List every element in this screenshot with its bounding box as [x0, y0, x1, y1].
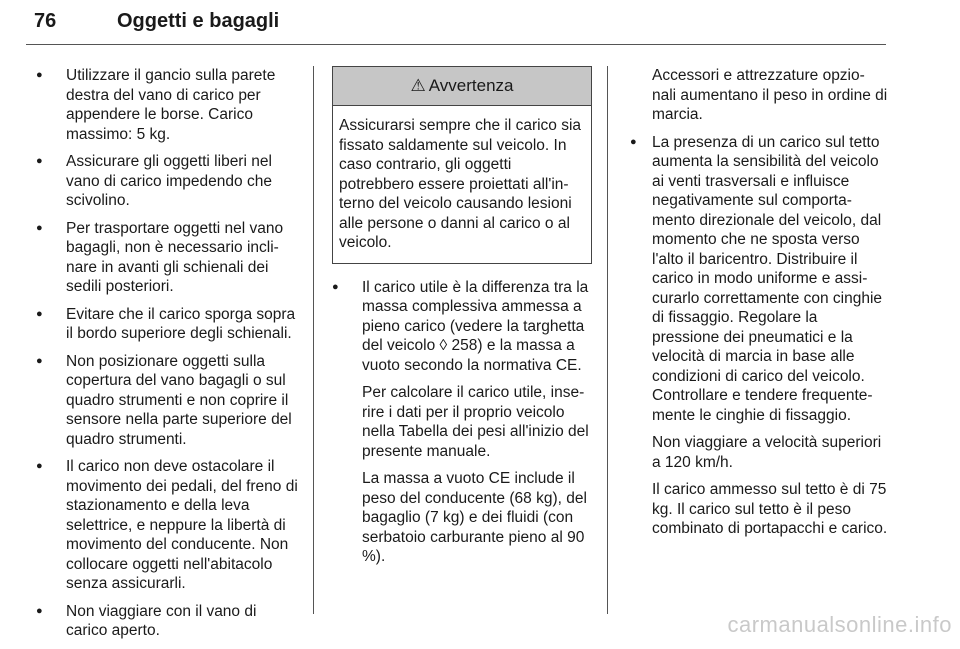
paragraph-text: La presenza di un carico sul tetto aumenta la sensibilità del veicolo ai venti trasversali e influisce negativamente sul comporta-mento direzionale del veicolo, dal momento che ne sposta verso l'alto il baricentro. Distribuire il carico in modo uniforme e assi-curarlo correttamente con cinghie di fissaggio. Regolare la pressione dei pneumatici e la velocità di marcia in base alle condizioni di carico del veicolo. Controllare e tendere frequente-mente le cinghie di fissaggio.: [652, 133, 883, 424]
column-left: [36, 66, 298, 649]
page-reference-icon: ◊: [439, 337, 448, 354]
warning-text: Assicurarsi sempre che il carico sia fissato saldamente sul veicolo. In caso contrario, gli oggetti potrebbero essere proiettati all'in-terno del veicolo causando lesioni alle persone o danni al carico o al veicolo.: [339, 117, 582, 251]
paragraph: Non viaggiare a velocità superiori a 120 km/h.: [652, 434, 882, 471]
column-divider: [607, 66, 608, 614]
warning-triangle-icon: ⚠: [410, 76, 426, 96]
paragraph-text: Il carico utile è la differenza tra la massa complessiva ammessa a pieno carico (vedere la targhetta del veicolo: [362, 278, 589, 354]
bullet-list: [332, 278, 592, 567]
list-item: [332, 278, 592, 567]
list-item: ● Non posizionare oggetti sulla copertura del vano bagagli o sul quadro strumenti e non coprire il sensore nella parte superiore del quadro strumenti.: [36, 352, 298, 450]
warning-header: [333, 67, 591, 106]
column-divider: [313, 66, 314, 614]
list-item: ● Evitare che il carico sporga sopra il bordo superiore degli schienali.: [36, 305, 298, 344]
list-item: [630, 133, 888, 539]
page-number: 76: [34, 10, 57, 32]
column-right: [630, 66, 888, 547]
bullet-list: [36, 66, 298, 641]
warning-title: Avvertenza: [428, 76, 514, 96]
list-item: ● Assicurare gli oggetti liberi nel vano di carico impedendo che scivolino.: [36, 152, 298, 211]
list-item: ● Non viaggiare con il vano di carico aperto.: [36, 602, 298, 641]
bullet-list: [630, 133, 888, 539]
list-item: ● Utilizzare il gancio sulla parete destra del vano di carico per appendere le borse. Carico massimo: 5 kg.: [36, 66, 298, 144]
paragraph: Accessori e attrezzature opzio-nali aumentano il peso in ordine di marcia.: [652, 67, 888, 123]
paragraph: Il carico ammesso sul tetto è di 75 kg. Il carico sul tetto è il peso combinato di portapacchi e carico.: [652, 481, 888, 537]
list-item: ● Il carico non deve ostacolare il movimento dei pedali, del freno di stazionamento e della leva selettrice, e neppure la libertà di movimento del conducente. Non collocare oggetti nell'abitacolo senza assicurarli.: [36, 457, 298, 594]
column-middle: [332, 66, 592, 575]
page-header: [26, 8, 886, 45]
page-reference-link[interactable]: 258: [447, 337, 478, 354]
list-item: ● Per trasportare oggetti nel vano bagagli, non è necessario incli-nare in avanti gli schienali dei sedili posteriori.: [36, 219, 298, 297]
paragraph: Per calcolare il carico utile, inse-rire i dati per il proprio veicolo nella Tabella dei pesi all'inizio del presente manuale.: [362, 384, 589, 460]
watermark: carmanualsonline.info: [727, 612, 952, 637]
section-title: Oggetti e bagagli: [117, 10, 280, 32]
warning-box: [332, 66, 592, 264]
paragraph-text: ) e la massa a vuoto secondo la normativa CE.: [362, 337, 582, 374]
paragraph: La massa a vuoto CE include il peso del conducente (68 kg), del bagaglio (7 kg) e dei fluidi (con serbatoio carburante pieno al 90 %).: [362, 470, 587, 565]
